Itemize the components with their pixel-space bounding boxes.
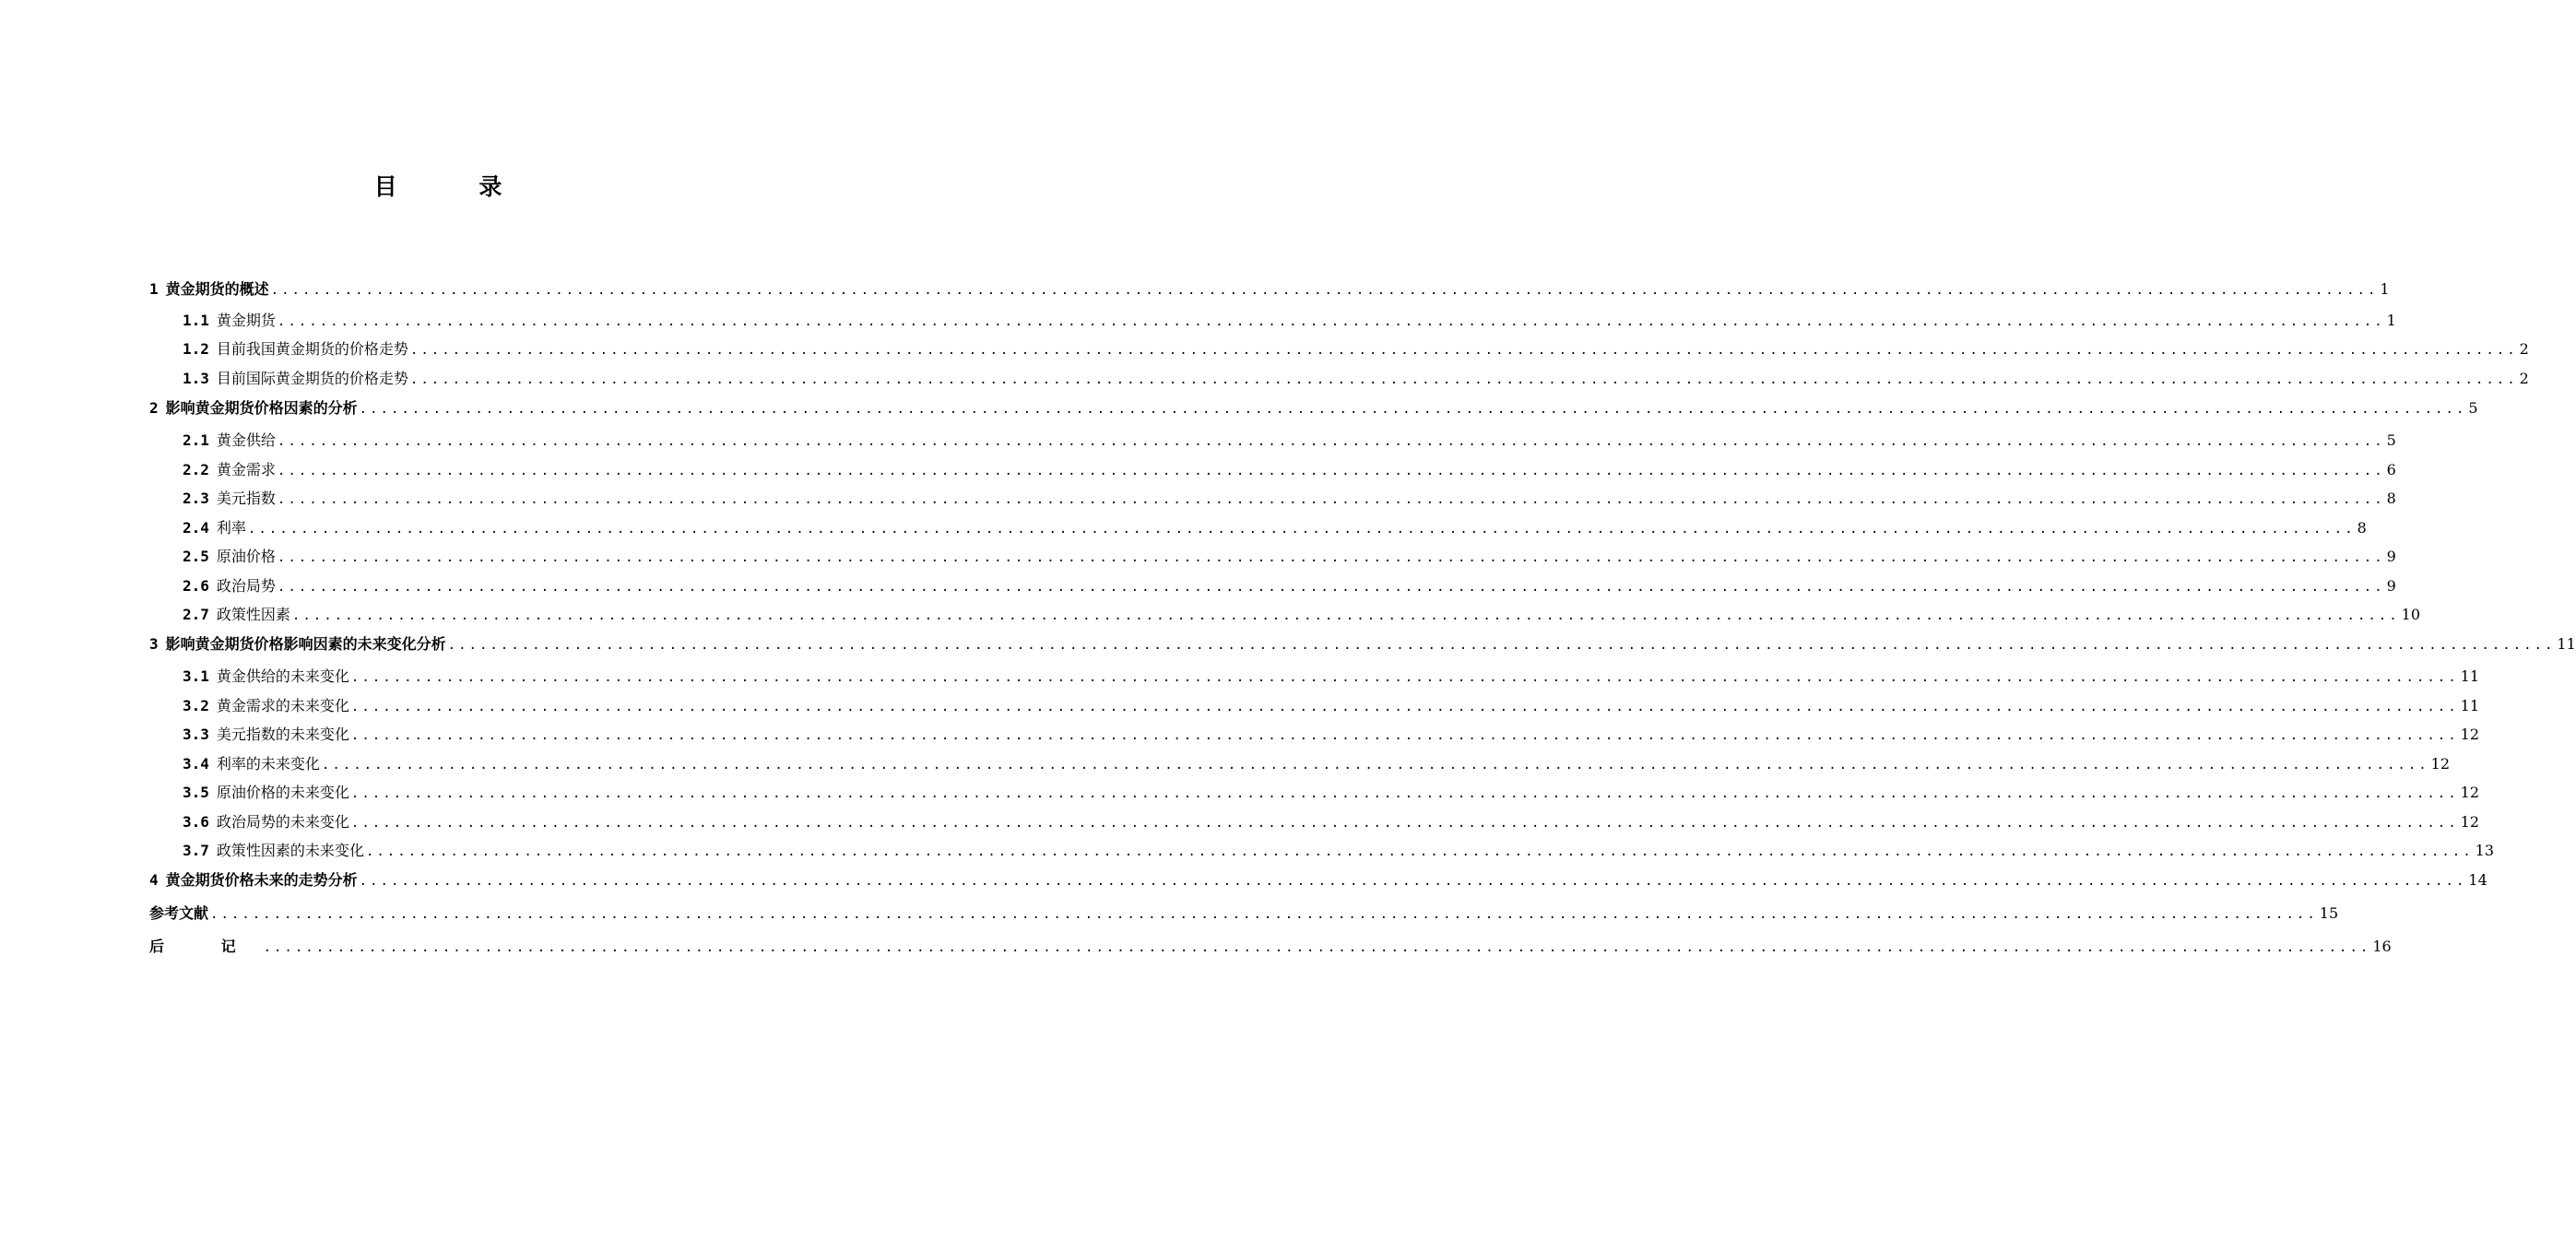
toc-entry-label: 美元指数 [216,490,276,507]
toc-entry-page-number: 11 [2557,635,2576,653]
toc-entry[interactable] [183,459,2396,481]
toc-entry-page-number: 5 [2386,431,2396,449]
toc-entry-label: 影响黄金期货价格因素的分析 [165,399,358,417]
toc-entry-number: 3.5 [183,784,209,801]
toc-entry[interactable] [183,782,2480,804]
toc-entry-label: 政策性因素 [216,606,290,623]
dot-leader: ........................................................................................................................................................................................................ [291,608,2400,623]
toc-entry-number: 2.5 [183,548,209,565]
dot-leader: ........................................................................................................................................................................................................ [321,758,2429,773]
toc-entry-page-number: 11 [2460,697,2480,714]
dot-leader: ........................................................................................................................................................................................................ [277,550,2385,565]
toc-entry-label: 黄金期货 [216,312,276,329]
dot-leader: ........................................................................................................................................................................................................ [210,907,2318,922]
toc-entry-page-number: 14 [2468,871,2487,889]
toc-entry-label: 美元指数的未来变化 [216,726,349,743]
toc-entry[interactable] [183,724,2480,746]
toc-entry-number: 1.1 [183,312,209,329]
toc-entry-number: 2 [149,399,159,417]
toc-entry[interactable] [183,338,2529,360]
toc-entry[interactable] [183,575,2396,597]
toc-entry[interactable] [183,666,2480,688]
dot-leader: ........................................................................................................................................................................................................ [277,580,2385,595]
toc-entry-number: 3.1 [183,667,209,685]
toc-entry-label: 利率 [216,519,246,537]
dot-leader: ........................................................................................................................................................................................................ [409,343,2518,358]
dot-leader: ........................................................................................................................................................................................................ [270,283,2379,298]
toc-entry-number: 3.2 [183,697,209,714]
toc-entry[interactable] [183,368,2529,390]
toc-entry-label: 原油价格 [216,548,276,565]
toc-entry[interactable] [183,546,2396,568]
dot-leader: ........................................................................................................................................................................................................ [447,638,2556,653]
toc-entry[interactable] [149,397,2478,419]
toc-entry-page-number: 11 [2460,667,2480,685]
toc-entry[interactable] [183,604,2421,626]
dot-leader: ........................................................................................................................................................................................................ [277,464,2385,478]
toc-entry-number: 3 [149,635,159,653]
dot-leader: ........................................................................................................................................................................................................ [247,522,2356,537]
toc-entry-label: 利率的未来变化 [216,755,320,773]
toc-entry-page-number: 12 [2460,813,2480,831]
toc-entry-page-number: 15 [2319,904,2339,922]
toc-entry-label: 黄金需求 [216,461,276,478]
toc-entry-page-number: 13 [2475,842,2495,859]
toc-entry[interactable] [183,488,2396,510]
toc-entry-label: 黄金期货的概述 [165,280,269,298]
toc-entry[interactable] [183,430,2396,452]
toc-entry-page-number: 12 [2460,726,2480,743]
toc-entry-page-number: 6 [2386,461,2396,478]
toc-entry-label: 政治局势的未来变化 [216,813,349,831]
toc-entry-label: 黄金期货价格未来的走势分析 [165,871,358,889]
toc-entry-label: 目前国际黄金期货的价格走势 [216,370,408,387]
toc-entry-number: 1.3 [183,370,209,387]
toc-entry-number: 3.3 [183,726,209,743]
toc-entry-number: 2.2 [183,461,209,478]
toc-entry-page-number: 1 [2386,312,2396,329]
toc-entry-label: 黄金需求的未来变化 [216,697,349,714]
dot-leader: ........................................................................................................................................................................................................ [350,816,2459,831]
toc-entry-page-number: 1 [2380,280,2390,298]
toc-entry-number: 3.7 [183,842,209,859]
toc-entry[interactable] [183,811,2480,833]
toc-entry[interactable] [183,753,2451,775]
toc-entry-page-number: 16 [2372,938,2392,955]
toc-entry-number: 3.4 [183,755,209,773]
toc-entry-number: 2.6 [183,577,209,595]
toc-entry-page-number: 8 [2357,519,2367,537]
toc-entry-number: 1.2 [183,340,209,358]
dot-leader: ........................................................................................................................................................................................................ [277,492,2385,507]
toc-entry-number: 3.6 [183,813,209,831]
toc-entry-label: 参考文献 [149,904,209,922]
toc-entry-label: 后 记 [149,938,262,955]
toc-entry-label: 政策性因素的未来变化 [216,842,364,859]
toc-entry-label: 影响黄金期货价格影响因素的未来变化分析 [165,635,446,653]
dot-leader: ........................................................................................................................................................................................................ [263,940,2371,955]
dot-leader: ........................................................................................................................................................................................................ [365,844,2474,859]
toc-entry[interactable] [149,903,2339,925]
toc-entry[interactable] [183,840,2495,862]
toc-entry-number: 4 [149,871,159,889]
toc-entry-page-number: 2 [2519,370,2529,387]
dot-leader: ........................................................................................................................................................................................................ [350,728,2459,743]
dot-leader: ........................................................................................................................................................................................................ [277,314,2385,329]
toc-entry-number: 2.7 [183,606,209,623]
dot-leader: ........................................................................................................................................................................................................ [359,402,2467,417]
toc-entry-page-number: 8 [2386,490,2396,507]
toc-entry-number: 2.4 [183,519,209,537]
toc-entry-number: 2.3 [183,490,209,507]
toc-entry[interactable] [183,517,2367,539]
toc-entry[interactable] [149,278,2390,301]
toc-entry-page-number: 12 [2460,784,2480,801]
toc-entry-page-number: 10 [2401,606,2421,623]
toc-entry-number: 1 [149,280,159,298]
toc-entry-page-number: 2 [2519,340,2529,358]
toc-title: 目 录 [373,173,539,200]
toc-entry[interactable] [149,869,2487,891]
dot-leader: ........................................................................................................................................................................................................ [350,670,2459,685]
dot-leader: ........................................................................................................................................................................................................ [350,786,2459,801]
toc-entry-page-number: 5 [2468,399,2478,417]
toc-entry[interactable] [183,310,2396,332]
toc-entry-label: 原油价格的未来变化 [216,784,349,801]
toc-entry-label: 政治局势 [216,577,276,595]
toc-entry-label: 目前我国黄金期货的价格走势 [216,340,408,358]
toc-entry-number: 2.1 [183,431,209,449]
dot-leader: ........................................................................................................................................................................................................ [409,372,2518,387]
toc-entry-label: 黄金供给的未来变化 [216,667,349,685]
toc-entry[interactable] [183,695,2480,717]
toc-entry-page-number: 9 [2386,577,2396,595]
toc-entry[interactable] [149,936,2392,958]
dot-leader: ........................................................................................................................................................................................................ [359,874,2467,889]
dot-leader: ........................................................................................................................................................................................................ [277,434,2385,449]
toc-entry[interactable] [149,633,2576,655]
toc-entry-page-number: 9 [2386,548,2396,565]
toc-entry-page-number: 12 [2430,755,2451,773]
dot-leader: ........................................................................................................................................................................................................ [350,700,2459,714]
toc-entry-label: 黄金供给 [216,431,276,449]
